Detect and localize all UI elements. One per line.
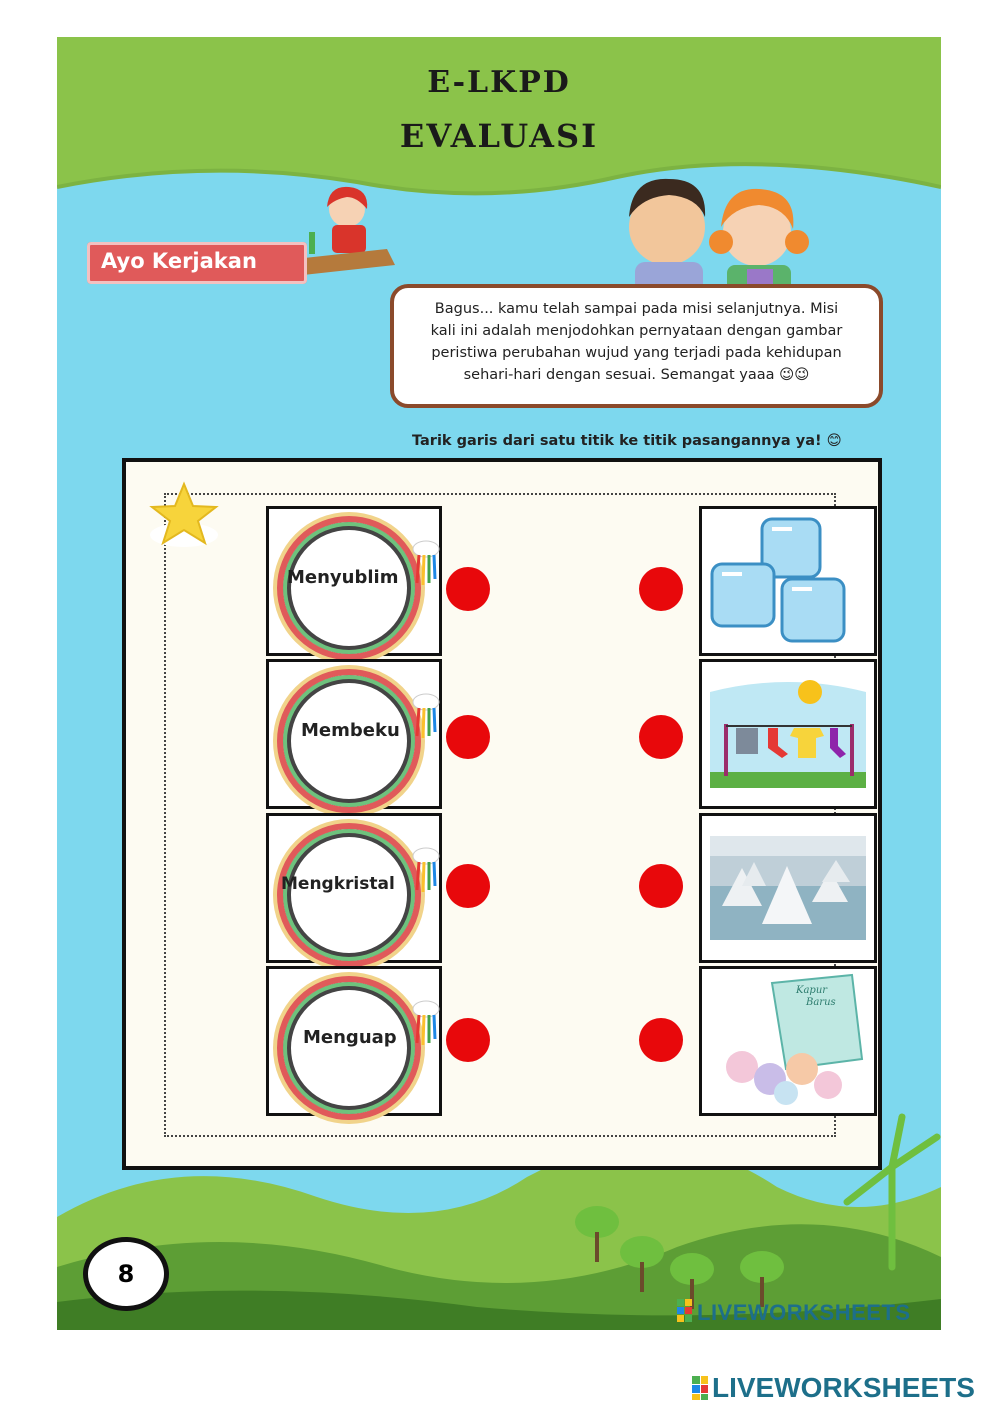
ribbon-label: Ayo Kerjakan bbox=[101, 249, 257, 273]
worksheet-page bbox=[57, 37, 941, 1330]
page-subtitle: EVALUASI bbox=[399, 117, 599, 155]
watermark-inner-text: LIVEWORKSHEETS bbox=[697, 1300, 911, 1325]
drying-clothes-icon bbox=[702, 662, 874, 806]
liveworksheets-footer-logo[interactable] bbox=[692, 1372, 975, 1404]
speech-line-1: Bagus... kamu telah sampai pada misi selanjutnya. Misi bbox=[434, 301, 839, 317]
right-dot-2[interactable] bbox=[639, 715, 683, 759]
term-label: Mengkristal bbox=[281, 874, 395, 894]
term-card-menguap bbox=[266, 966, 442, 1116]
ice-cubes-icon bbox=[702, 509, 874, 653]
left-dot-4[interactable] bbox=[446, 1018, 490, 1062]
left-dot-1[interactable] bbox=[446, 567, 490, 611]
rainbow-ring-icon bbox=[277, 669, 421, 813]
rainbow-ring-icon bbox=[277, 976, 421, 1120]
speech-bubble bbox=[390, 284, 883, 408]
right-dot-3[interactable] bbox=[639, 864, 683, 908]
liveworksheets-watermark-inner bbox=[677, 1299, 911, 1326]
right-dot-1[interactable] bbox=[639, 567, 683, 611]
speech-line-3: peristiwa perubahan wujud yang terjadi pada kehidupan bbox=[431, 345, 842, 361]
left-dot-3[interactable] bbox=[446, 864, 490, 908]
term-card-membeku bbox=[266, 659, 442, 809]
instruction-text: Tarik garis dari satu titik ke titik pasangannya ya! 😊 bbox=[412, 433, 842, 449]
left-dot-2[interactable] bbox=[446, 715, 490, 759]
salt-pans-image bbox=[699, 813, 877, 963]
term-label: Menguap bbox=[303, 1027, 397, 1048]
rainbow-ring-icon bbox=[277, 516, 421, 660]
rainbow-cloud-icon bbox=[411, 846, 441, 896]
right-dot-4[interactable] bbox=[639, 1018, 683, 1062]
liveworksheets-logo-icon bbox=[692, 1376, 708, 1400]
camphor-caption-2: Barus bbox=[806, 997, 836, 1008]
footer-brand-text: LIVEWORKSHEETS bbox=[712, 1372, 975, 1403]
ice-cubes-image bbox=[699, 506, 877, 656]
liveworksheets-logo-icon bbox=[677, 1299, 693, 1323]
drying-clothes-image bbox=[699, 659, 877, 809]
term-card-menyublim bbox=[266, 506, 442, 656]
page-number: 8 bbox=[83, 1237, 169, 1311]
rainbow-cloud-icon bbox=[411, 999, 441, 1049]
ayo-kerjakan-ribbon bbox=[87, 242, 307, 284]
rainbow-cloud-icon bbox=[411, 692, 441, 742]
star-cloud-decoration bbox=[144, 480, 224, 550]
rainbow-ring-icon bbox=[277, 823, 421, 967]
salt-pans-icon bbox=[702, 816, 874, 960]
term-label: Membeku bbox=[301, 720, 400, 741]
term-label: Menyublim bbox=[287, 567, 399, 588]
speech-line-4: sehari-hari dengan sesuai. Semangat yaaa 😉😉 bbox=[463, 367, 810, 383]
matching-board bbox=[122, 458, 882, 1170]
camphor-balls-icon bbox=[702, 969, 874, 1113]
camphor-caption-1: Kapur bbox=[796, 985, 828, 996]
term-card-mengkristal bbox=[266, 813, 442, 963]
page-title: E-LKPD bbox=[427, 65, 571, 100]
rainbow-cloud-icon bbox=[411, 539, 441, 589]
speech-line-2: kali ini adalah menjodohkan pernyataan dengan gambar bbox=[430, 323, 843, 339]
camphor-balls-image bbox=[699, 966, 877, 1116]
